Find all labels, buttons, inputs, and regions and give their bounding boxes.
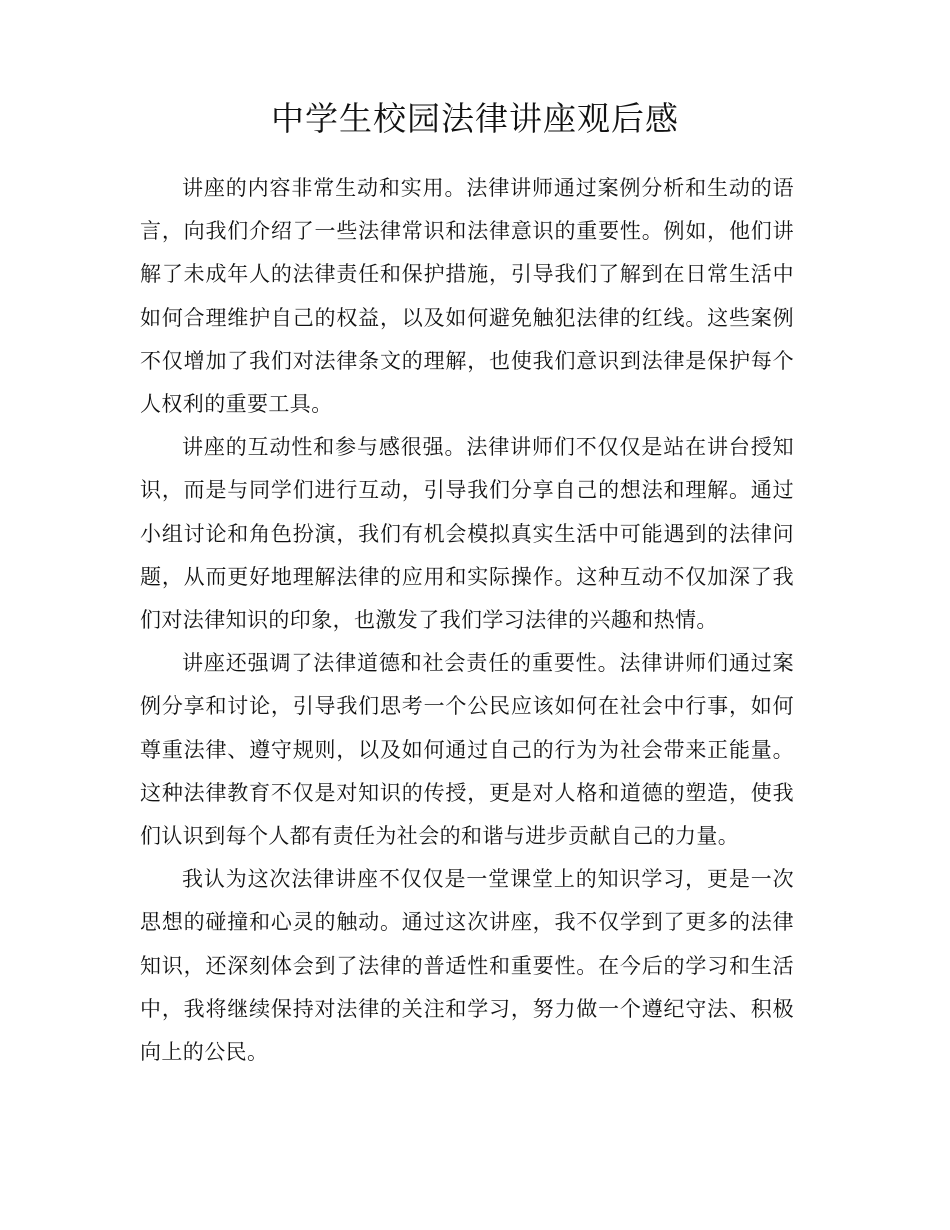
paragraph-1: 讲座的内容非常生动和实用。法律讲师通过案例分析和生动的语言，向我们介绍了一些法律常识和法律意识的重要性。例如，他们讲解了未成年人的法律责任和保护措施，引导我们了解到在日常生活中如何合理维护自己的权益，以及如何避免触犯法律的红线。这些案例不仅增加了我们对法律条文的理解，也使我们意识到法律是保护每个人权利的重要工具。 [140, 176, 794, 417]
paragraph-3: 讲座还强调了法律道德和社会责任的重要性。法律讲师们通过案例分享和讨论，引导我们思考一个公民应该如何在社会中行事，如何尊重法律、遵守规则，以及如何通过自己的行为为社会带来正能量。这种法律教育不仅是对知识的传授，更是对人格和道德的塑造，使我们认识到每个人都有责任为社会的和谐与进步贡献自己的力量。 [140, 651, 794, 849]
paragraph-4: 我认为这次法律讲座不仅仅是一堂课堂上的知识学习，更是一次思想的碰撞和心灵的触动。通过这次讲座，我不仅学到了更多的法律知识，还深刻体会到了法律的普适性和重要性。在今后的学习和生活中，我将继续保持对法律的关注和学习，努力做一个遵纪守法、积极向上的公民。 [140, 867, 794, 1065]
document-title: 中学生校园法律讲座观后感 [271, 99, 679, 138]
paragraph-2: 讲座的互动性和参与感很强。法律讲师们不仅仅是站在讲台授知识，而是与同学们进行互动，引导我们分享自己的想法和理解。通过小组讨论和角色扮演，我们有机会模拟真实生活中可能遇到的法律问题，从而更好地理解法律的应用和实际操作。这种互动不仅加深了我们对法律知识的印象，也激发了我们学习法律的兴趣和热情。 [140, 435, 794, 633]
document-body [140, 167, 794, 1074]
